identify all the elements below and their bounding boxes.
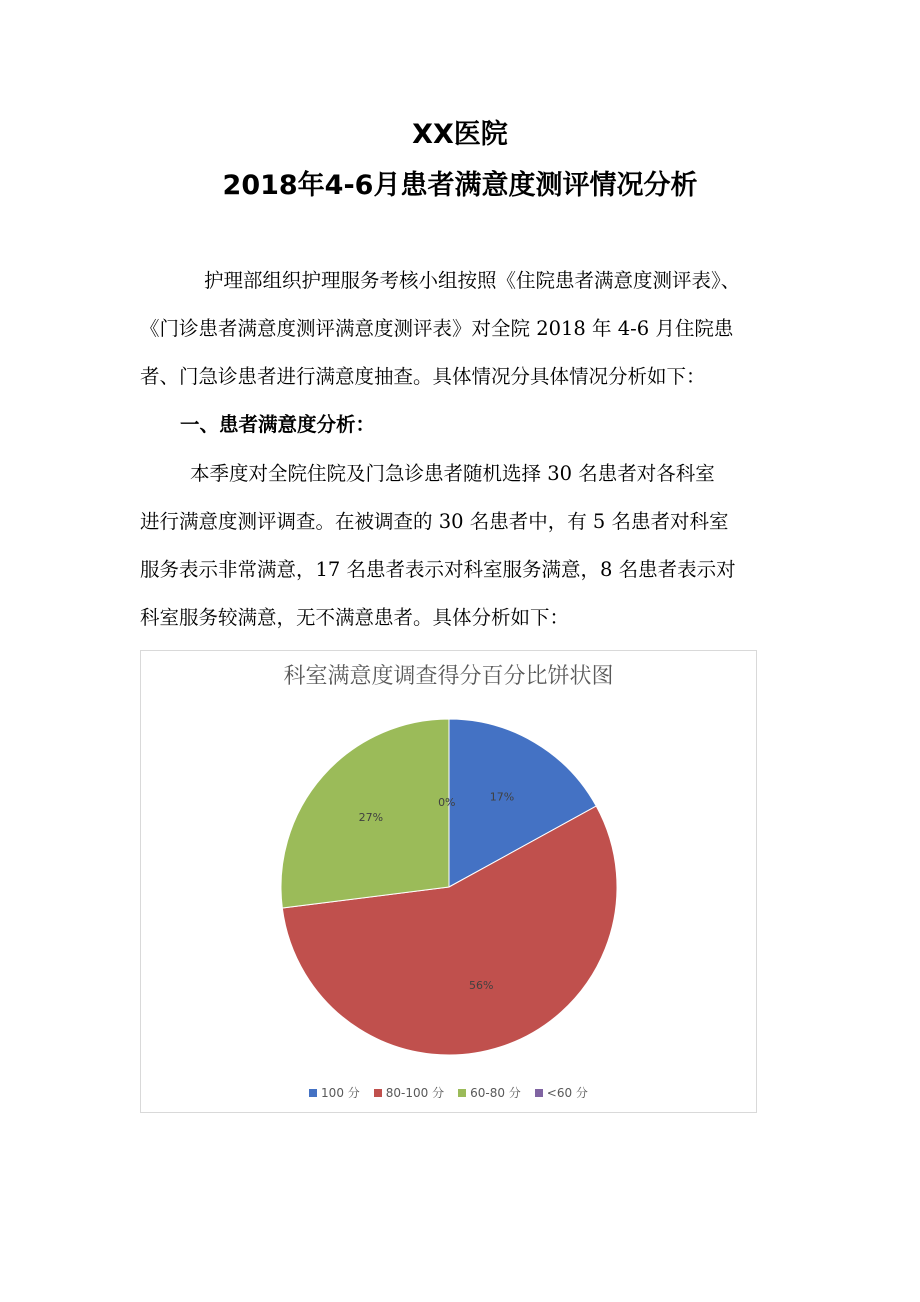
pie-label-0: 17% xyxy=(489,790,515,804)
legend-item-3 xyxy=(535,1084,588,1101)
legend-swatch-1 xyxy=(374,1089,382,1097)
paragraph2-line-3: 服务表示非常满意，17 名患者表示对科室服务满意，8 名患者表示对 xyxy=(140,558,736,581)
legend-label-1: 80-100 分 xyxy=(385,1086,445,1100)
pie-label-1: 56% xyxy=(468,979,494,993)
legend-item-1 xyxy=(374,1084,444,1101)
section1-heading: 一、患者满意度分析： xyxy=(180,413,376,436)
pie-label-2: 27% xyxy=(358,811,384,825)
pie-label-3: 0% xyxy=(438,796,456,810)
legend-swatch-0 xyxy=(309,1089,317,1097)
paragraph1-line-2: 《门诊患者满意度测评满意度测评表》对全院 2018 年 4-6 月住院患 xyxy=(140,317,734,340)
document-title-hospital: XX医院 xyxy=(412,119,508,150)
chart-legend xyxy=(141,1084,756,1101)
pie-chart-svg xyxy=(141,651,758,1114)
legend-item-0 xyxy=(309,1084,360,1101)
legend-item-2 xyxy=(458,1084,521,1101)
legend-swatch-3 xyxy=(535,1089,543,1097)
paragraph1-line-3: 者、门急诊患者进行满意度抽查。具体情况分具体情况分析如下： xyxy=(140,365,706,388)
paragraph1-line-1: 护理部组织护理服务考核小组按照《住院患者满意度测评表》、 xyxy=(204,269,741,292)
chart-title: 科室满意度调查得分百分比饼状图 xyxy=(283,664,614,689)
paragraph2-line-4: 科室服务较满意，无不满意患者。具体分析如下： xyxy=(140,606,570,629)
legend-label-2: 60-80 分 xyxy=(470,1086,521,1100)
pie-chart xyxy=(140,650,757,1113)
paragraph2-line-2: 进行满意度测评调查。在被调查的 30 名患者中，有 5 名患者对科室 xyxy=(140,510,729,533)
paragraph2-line-1: 本季度对全院住院及门急诊患者随机选择 30 名患者对各科室 xyxy=(190,462,715,485)
legend-label-3: <60 分 xyxy=(546,1086,588,1100)
legend-swatch-2 xyxy=(458,1089,466,1097)
document-title-analysis: 2018年4-6月患者满意度测评情况分析 xyxy=(222,170,698,201)
legend-label-0: 100 分 xyxy=(321,1086,360,1100)
